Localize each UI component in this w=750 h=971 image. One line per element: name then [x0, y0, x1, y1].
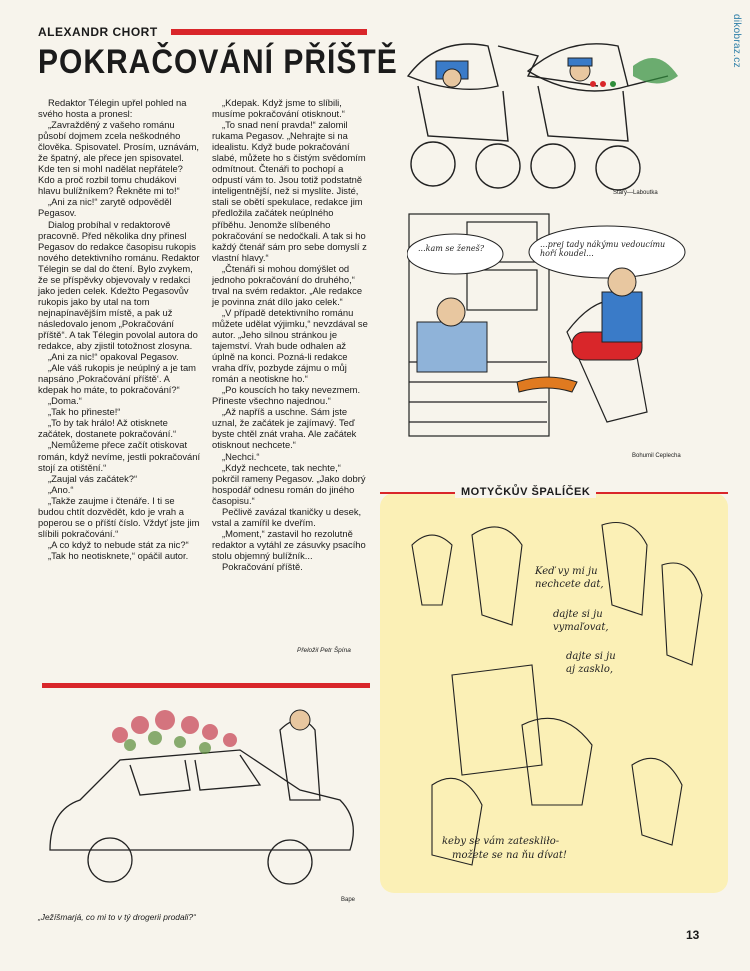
- col1-paragraph: Redaktor Télegin upřel pohled na svého hosta a pronesl:: [38, 97, 187, 120]
- cartoon1-credit: Starý—Laboutka: [613, 190, 658, 196]
- col1-paragraph: „Zaujal vás začátek?“: [48, 472, 138, 484]
- watermark[interactable]: dikobraz.cz: [731, 14, 742, 68]
- col1-paragraph: „A co když to nebude stát za nic?“: [48, 538, 189, 550]
- spalicek-line-5: možete se na ňu dívat!: [452, 850, 567, 861]
- spalicek-line-3: dajte si ju aj zasklo,: [566, 651, 616, 675]
- col2-paragraph: Pokračování příště.: [222, 560, 303, 572]
- col1-paragraph: „Ano.“: [48, 483, 74, 495]
- spalicek-line-2: dajte si ju vymaľovat,: [553, 609, 609, 633]
- col1-paragraph: „Tak ho neotisknete,“ opáčil autor.: [48, 549, 189, 561]
- col1-paragraph: „Ani za nic!“ opakoval Pegasov.: [48, 351, 179, 363]
- cartoon-prams: [378, 16, 730, 206]
- col1-paragraph: „Tak ho přineste!“: [48, 406, 121, 418]
- col1-paragraph: „Doma.“: [48, 395, 82, 407]
- cartoon-spalicek: [392, 505, 718, 885]
- article-column-1: [38, 97, 201, 561]
- col2-paragraph: „Moment,“ zastavil ho rezolutně redaktor a vytáhl ze zásuvky psacího stolu objemný bulížník...: [212, 527, 366, 561]
- cartoon2-credit: Bohumil Ceplecha: [632, 453, 681, 459]
- col2-paragraph: „Kdepak. Když jsme to slíbili, musíme pokračování otisknout.“: [212, 97, 345, 120]
- spalicek-line-4: keby se vám zateskliło-: [442, 836, 560, 847]
- col2-paragraph: „Čtenáři si mohou domýšlet od jednoho pokračování do druhého,“ trval na svém redaktor. „Ale redakce je povinna znát dílo jako celek.“: [212, 262, 363, 307]
- cartoon4-credit: Bape: [341, 897, 356, 903]
- col2-paragraph: „Když nechcete, tak nechte,“ pokrčil rameny Pegasov. „Jako dobrý hospodář odnesu román do jiného časopisu.“: [212, 461, 366, 506]
- col2-paragraph: „Až napříš a uschne. Sám jste uznal, že začátek je zajímavý. Teď byste chtěl znát vraha. Ale začátek otisknout nechcete.“: [212, 406, 357, 451]
- col1-paragraph: „Nemůžeme přece začít otiskovat román, když nevíme, jestli pokračování stojí za otištění.“: [38, 439, 201, 473]
- spalicek-title: MOTYČKŮV ŠPALÍČEK: [455, 486, 596, 498]
- car-section-red-bar: [42, 683, 370, 688]
- col1-paragraph: „To by tak hrálo! Až otisknete začátek, dostanete pokračování.“: [38, 417, 177, 440]
- col1-paragraph: „Takže zaujme i čtenáře. I ti se budou chtít dozvědět, kdo je vrah a poperou se o příští číslo. Vždyť jste jim slíbili pokračování.“: [38, 494, 200, 539]
- col1-paragraph: „Ani za nic!“ zarytě odpověděl Pegasov.: [38, 196, 172, 219]
- col1-paragraph: „Ale váš rukopis je neúplný a je tam napsáno ‚Pokračování příště‘. A kdepak ho máte, to pokračování?“: [38, 362, 196, 396]
- article-title: POKRAČOVÁNÍ PŘÍŠTĚ: [38, 43, 398, 81]
- speech-bubble-right: ...prej tady nákýmu vedoucímu hoří koudel...: [540, 240, 666, 258]
- cartoon-car: [40, 690, 370, 902]
- car-caption: „Ježíšmarjá, co mi to v tý drogerii prodali?“: [38, 912, 196, 922]
- spalicek-line-1: Keď vy mi ju nechcete dat,: [535, 566, 604, 590]
- col2-paragraph: „Po kouscích ho taky nevezmem. Přineste všechno najednou.“: [212, 384, 361, 407]
- col2-paragraph: Pečlivě zavázal tkaničky u desek, vstal a zamířil ke dveřím.: [212, 505, 362, 528]
- col2-paragraph: „V případě detektivního románu můžete udělat výjimku,“ nevzdával se autor. „Jeho silnou stránkou je tajemství. Vrah bude odhalen až úplně na konci. Pozná-li redakce vraha dřív, pozbyde zájmu o můj román a neotiskne ho.“: [212, 306, 368, 385]
- article-column-2: [212, 97, 369, 572]
- col2-paragraph: „Nechci.“: [222, 450, 260, 462]
- speech-bubble-left: ...kam se ženeš?: [418, 244, 484, 253]
- translator-credit: Přeložil Petr Špína: [297, 647, 351, 654]
- col1-paragraph: „Zavražděný z vašeho románu působí dojmem zcela neškodného člověka. Spisovatel. Prosím, uznávám, že špatný, ale přece jen spisovatel. Kde ten si mohl nadělat nepřátele? Kdo a proč rozbil tomu chudákovi hlavu bulížníkem? Řekněte mi to!“: [38, 119, 200, 197]
- col2-paragraph: „To snad není pravda!“ zalomil rukama Pegasov. „Nehrajte si na idealistu. Když bude pokračování slabé, můžete ho s čistým svědomím odmítnout. Čtenáři to pochopí a odpustí vám to. Jsou totiž podstatně inteligentnější, než si myslíte. Jisté, stali se obětí spekulace, redakce jim předložila začátek neúplného příběhu. Jenomže slíbeného pokračování se nedočkali. A tak si ho každý čtenář sám pro sebe domyslí z vlastní hlavy.“: [212, 119, 367, 263]
- page-number: 13: [686, 928, 700, 942]
- header-red-bar: [171, 29, 367, 35]
- col1-paragraph: Dialog probíhal v redaktorově pracovně. Před několika dny přinesl Pegasov do redakce časopisu rukopis nového detektivního románu. Redaktor Télegin se dal do čtení. Bylo zvykem, že se příspěvky objevovaly v redakci jako jeden celek. Kdežto Pegasovův rukopis jako by utal na tom nejnapínavějším místě, a pak už následovalo jenom „Pokračování příště“. A tak Télegin povolal autora do redakce, aby zjistil totožnost zlosyna.: [38, 218, 200, 352]
- author-name: ALEXANDR CHORT: [38, 25, 158, 39]
